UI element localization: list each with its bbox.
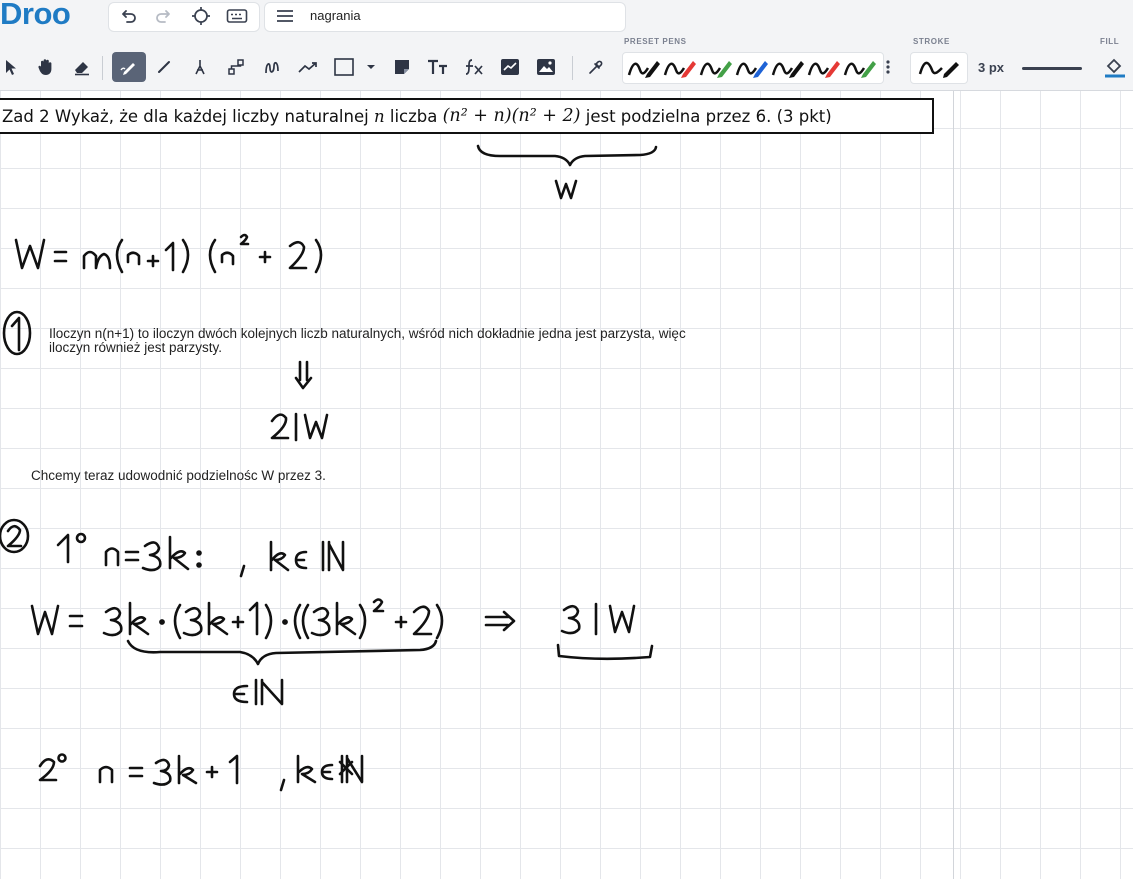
hand-result-2-divides-W xyxy=(272,414,327,440)
sticky-note-icon[interactable] xyxy=(388,52,416,82)
select-icon[interactable] xyxy=(0,52,24,82)
connector-icon[interactable] xyxy=(222,52,250,82)
preset-pen-7[interactable] xyxy=(843,55,873,81)
fill-label: FILL xyxy=(1100,37,1120,46)
task-prefix: Zad 2 Wykaż, że dla każdej liczby naturalnej xyxy=(2,106,369,126)
preset-pen-3[interactable] xyxy=(699,55,729,81)
task-word-liczba: liczba xyxy=(389,106,438,126)
ink-icon[interactable] xyxy=(258,52,286,82)
hand-case-1 xyxy=(58,534,343,576)
note-parity-line2: iloczyn również jest parzysty. xyxy=(49,340,223,355)
rectangle-icon[interactable] xyxy=(330,52,358,82)
preset-pens-label: PRESET PENS xyxy=(624,37,687,46)
hand-in-N xyxy=(234,680,282,704)
hamburger-menu-icon[interactable] xyxy=(274,6,296,26)
preset-pen-5[interactable] xyxy=(771,55,801,81)
line-icon[interactable] xyxy=(150,52,178,82)
board-name[interactable]: nagrania xyxy=(310,8,361,23)
task-suffix: jest podzielna przez 6. (3 pkt) xyxy=(585,106,832,126)
brace-label-W xyxy=(556,181,576,198)
brace-under-expression xyxy=(478,146,656,165)
text-icon[interactable] xyxy=(424,52,452,82)
stroke-width-preview[interactable] xyxy=(1022,67,1082,70)
preset-pen-4[interactable] xyxy=(735,55,765,81)
divider xyxy=(572,56,573,80)
preset-pen-1[interactable] xyxy=(627,55,657,81)
brace-under-product xyxy=(128,641,436,664)
divider xyxy=(102,56,103,80)
app-logo: Droo xyxy=(0,0,71,31)
redo-icon[interactable] xyxy=(152,5,174,27)
undo-icon[interactable] xyxy=(118,5,140,27)
hand-case-2 xyxy=(40,755,362,791)
top-toolbar xyxy=(0,0,1133,91)
fill-bucket-icon[interactable] xyxy=(1102,54,1128,82)
task-variable-n: n xyxy=(373,106,385,126)
hand-icon[interactable] xyxy=(32,52,60,82)
preset-pen-6[interactable] xyxy=(807,55,837,81)
mark-2-circled xyxy=(0,520,28,552)
more-pens-icon[interactable] xyxy=(883,56,893,78)
stroke-style-icon[interactable] xyxy=(910,52,968,84)
pen-icon[interactable] xyxy=(112,52,146,82)
preset-pens-group xyxy=(622,52,884,84)
arrow-icon[interactable] xyxy=(294,52,322,82)
task-expression: (n² + n)(n² + 2) xyxy=(442,106,581,126)
mark-1-circled xyxy=(4,312,30,354)
eyedropper-icon[interactable] xyxy=(582,52,610,82)
keyboard-icon[interactable] xyxy=(224,5,250,27)
note-parity-line1: Iloczyn n(n+1) to iloczyn dwóch kolejnych liczb naturalnych, wśród nich dokładnie jedna jest parzysta, więc xyxy=(49,326,686,341)
implies-arrow-icon xyxy=(296,362,311,388)
laser-icon[interactable] xyxy=(186,52,214,82)
image-icon[interactable] xyxy=(532,52,560,82)
locate-icon[interactable] xyxy=(189,5,213,27)
eraser-icon[interactable] xyxy=(68,52,96,82)
stroke-size-value[interactable]: 3 px xyxy=(978,60,1005,75)
hand-case-1-W xyxy=(32,600,652,659)
chart-icon[interactable] xyxy=(496,52,524,82)
handwriting-layer xyxy=(0,91,1133,879)
preset-pen-2[interactable] xyxy=(663,55,693,81)
note-divisibility-3[interactable]: Chcemy teraz udowodnić podzielnośc W przez 3. xyxy=(31,468,326,483)
hand-line-W xyxy=(16,235,321,272)
formula-icon[interactable] xyxy=(460,52,488,82)
stroke-label: STROKE xyxy=(913,37,950,46)
chevron-down-icon[interactable] xyxy=(360,52,382,82)
